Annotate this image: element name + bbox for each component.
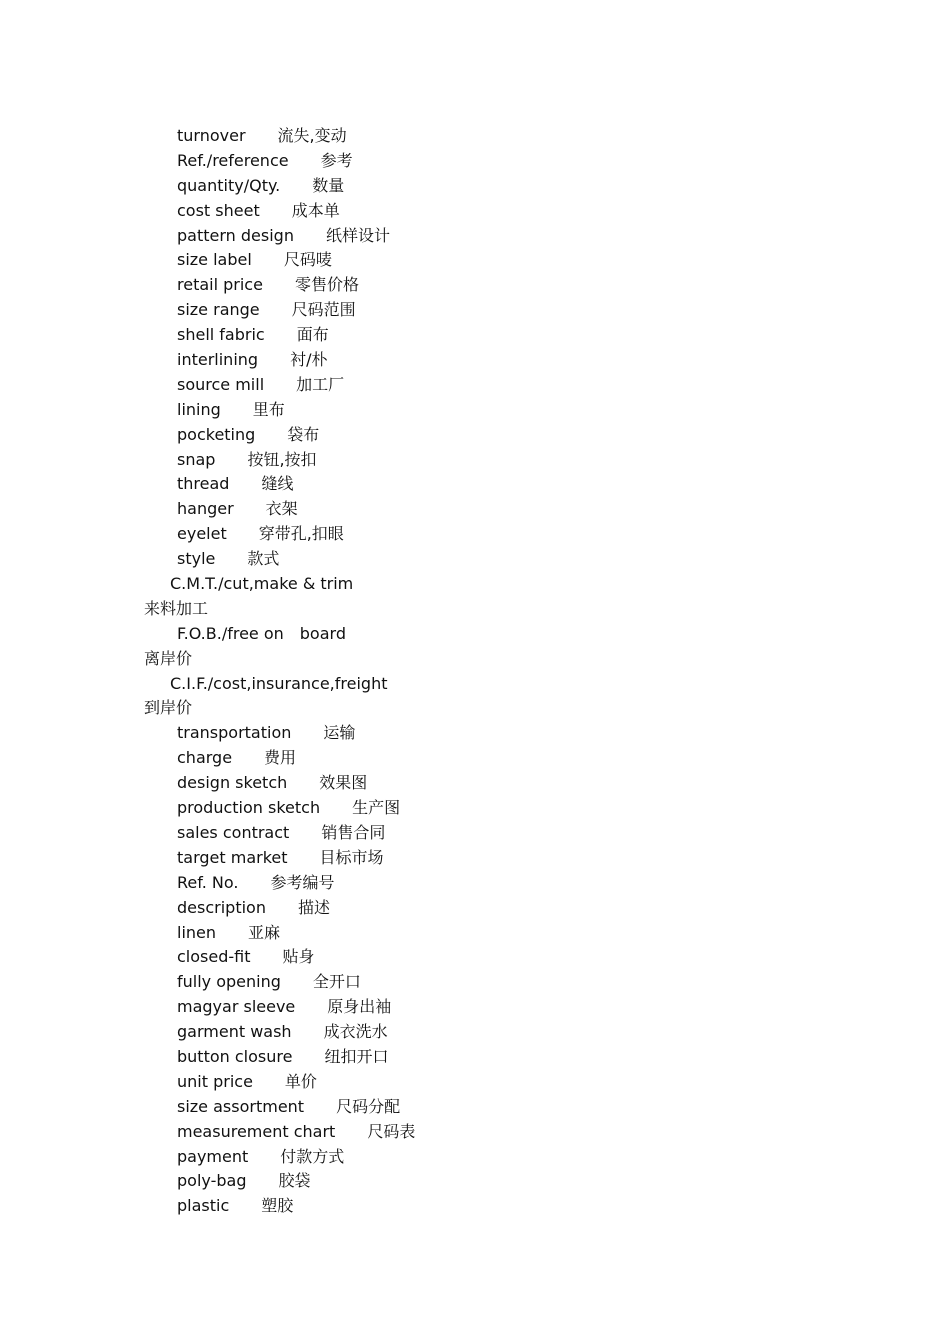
- term-zh: 塑胶: [261, 1196, 294, 1216]
- term-en: garment wash: [177, 1022, 292, 1042]
- term-zh: 款式: [247, 549, 280, 569]
- glossary-entry: [0, 248, 950, 273]
- term-zh: 成衣洗水: [323, 1022, 388, 1042]
- glossary-entry: [0, 323, 950, 348]
- glossary-entry: [0, 448, 950, 473]
- term-en: eyelet: [177, 524, 227, 544]
- term-en: pattern design: [177, 225, 294, 245]
- term-en: board: [299, 623, 346, 643]
- term-zh: 描述: [297, 897, 330, 917]
- term-en: fully opening: [177, 972, 281, 992]
- term-zh: 尺码表: [367, 1121, 416, 1141]
- glossary-entry: [0, 423, 950, 448]
- glossary-entry: [0, 199, 950, 224]
- term-en: Ref./reference: [177, 150, 289, 170]
- glossary-entry: [0, 1070, 950, 1095]
- term-en: shell fabric: [177, 325, 265, 345]
- term-zh: 流失,变动: [277, 126, 347, 145]
- term-zh: 零售价格: [294, 275, 359, 295]
- glossary-entry: [0, 373, 950, 398]
- term-zh: 费用: [264, 748, 297, 768]
- term-zh: 参考: [320, 150, 353, 170]
- glossary-entry-zh: 到岸价: [144, 698, 193, 718]
- term-zh: 纽扣开口: [324, 1046, 389, 1066]
- glossary-entry: [0, 995, 950, 1020]
- term-en: unit price: [177, 1071, 253, 1091]
- term-en: plastic: [177, 1196, 230, 1216]
- term-zh: 面布: [296, 325, 329, 345]
- term-zh: 衣架: [265, 499, 298, 519]
- term-en: transportation: [177, 723, 292, 743]
- glossary-entry: [0, 298, 950, 323]
- glossary-list: [0, 124, 950, 1219]
- term-en: measurement chart: [177, 1121, 336, 1141]
- term-zh: 贴身: [282, 947, 315, 967]
- term-en: size assortment: [177, 1096, 305, 1116]
- glossary-entry: [0, 1045, 950, 1070]
- term-en: style: [177, 549, 216, 569]
- term-zh: 生产图: [352, 798, 401, 818]
- term-en: quantity/Qty.: [177, 175, 281, 195]
- term-zh: 运输: [323, 723, 356, 743]
- term-en: size range: [177, 300, 260, 320]
- term-zh: 成本单: [291, 200, 340, 220]
- term-en: sales contract: [177, 822, 290, 842]
- term-zh: 按钮,按扣: [247, 449, 317, 469]
- term-en: Ref. No.: [177, 872, 239, 892]
- term-zh: 亚麻: [248, 922, 281, 942]
- term-en: lining: [177, 399, 221, 419]
- glossary-entry: [0, 796, 950, 821]
- term-en: source mill: [177, 374, 265, 394]
- glossary-entry-en: [0, 622, 950, 647]
- glossary-entry-en: C.M.T./cut,make & trim: [170, 574, 354, 594]
- glossary-entry: [0, 871, 950, 896]
- term-en: button closure: [177, 1046, 293, 1066]
- term-zh: 尺码范围: [291, 300, 356, 320]
- glossary-entry: [0, 1020, 950, 1045]
- term-zh: 穿带孔,扣眼: [258, 524, 344, 544]
- glossary-entry: [0, 1145, 950, 1170]
- term-zh: 数量: [312, 175, 345, 195]
- glossary-entry: [0, 896, 950, 921]
- term-en: linen: [177, 922, 217, 942]
- term-zh: 胶袋: [278, 1171, 311, 1191]
- glossary-entry: [0, 846, 950, 871]
- term-en: thread: [177, 474, 230, 494]
- term-en: payment: [177, 1146, 249, 1166]
- term-zh: 尺码唛: [283, 250, 332, 270]
- term-zh: 付款方式: [280, 1146, 345, 1166]
- glossary-entry: [0, 970, 950, 995]
- glossary-entry: [0, 1169, 950, 1194]
- term-zh: 缝线: [261, 474, 294, 494]
- term-en: design sketch: [177, 773, 288, 793]
- term-en: description: [177, 897, 266, 917]
- term-en: pocketing: [177, 424, 256, 444]
- glossary-entry-zh: 来料加工: [144, 598, 209, 618]
- term-zh: 原身出袖: [327, 997, 392, 1017]
- term-en: hanger: [177, 499, 234, 519]
- term-zh: 参考编号: [270, 872, 335, 892]
- glossary-entry: [0, 945, 950, 970]
- glossary-entry: [0, 348, 950, 373]
- term-zh: 销售合同: [321, 822, 386, 842]
- term-en: production sketch: [177, 798, 321, 818]
- glossary-entry: [0, 398, 950, 423]
- glossary-entry: [0, 472, 950, 497]
- glossary-entry: [0, 921, 950, 946]
- glossary-entry: [0, 497, 950, 522]
- glossary-entry: [0, 547, 950, 572]
- term-zh: 单价: [284, 1071, 317, 1091]
- term-zh: 袋布: [287, 424, 320, 444]
- glossary-entry: [0, 721, 950, 746]
- glossary-entry: [0, 821, 950, 846]
- term-zh: 效果图: [319, 773, 368, 793]
- term-en: magyar sleeve: [177, 997, 296, 1017]
- term-en: target market: [177, 847, 288, 867]
- glossary-entry: [0, 1194, 950, 1219]
- term-zh: 纸样设计: [325, 225, 390, 245]
- term-zh: 衬/朴: [290, 350, 328, 370]
- glossary-entry: [0, 124, 950, 149]
- term-en: snap: [177, 449, 216, 469]
- term-en: retail price: [177, 275, 263, 295]
- term-en: poly-bag: [177, 1171, 247, 1191]
- glossary-entry: [0, 174, 950, 199]
- term-en: closed-fit: [177, 947, 251, 967]
- glossary-entry: [0, 746, 950, 771]
- term-en: interlining: [177, 350, 259, 370]
- term-en: F.O.B./free on: [177, 623, 284, 643]
- glossary-entry: [0, 1095, 950, 1120]
- glossary-entry-zh: 离岸价: [144, 648, 193, 668]
- glossary-entry: [0, 273, 950, 298]
- term-en: cost sheet: [177, 200, 260, 220]
- term-zh: 全开口: [312, 972, 361, 992]
- glossary-entry-en: C.I.F./cost,insurance,freight: [170, 673, 388, 693]
- term-en: turnover: [177, 126, 246, 145]
- term-zh: 尺码分配: [336, 1096, 401, 1116]
- glossary-entry: [0, 1120, 950, 1145]
- glossary-entry: [0, 771, 950, 796]
- glossary-entry: [0, 522, 950, 547]
- term-en: size label: [177, 250, 252, 270]
- glossary-entry: [0, 149, 950, 174]
- term-zh: 加工厂: [296, 374, 345, 394]
- term-zh: 里布: [252, 399, 285, 419]
- term-en: charge: [177, 748, 233, 768]
- term-zh: 目标市场: [319, 847, 384, 867]
- glossary-entry: [0, 224, 950, 249]
